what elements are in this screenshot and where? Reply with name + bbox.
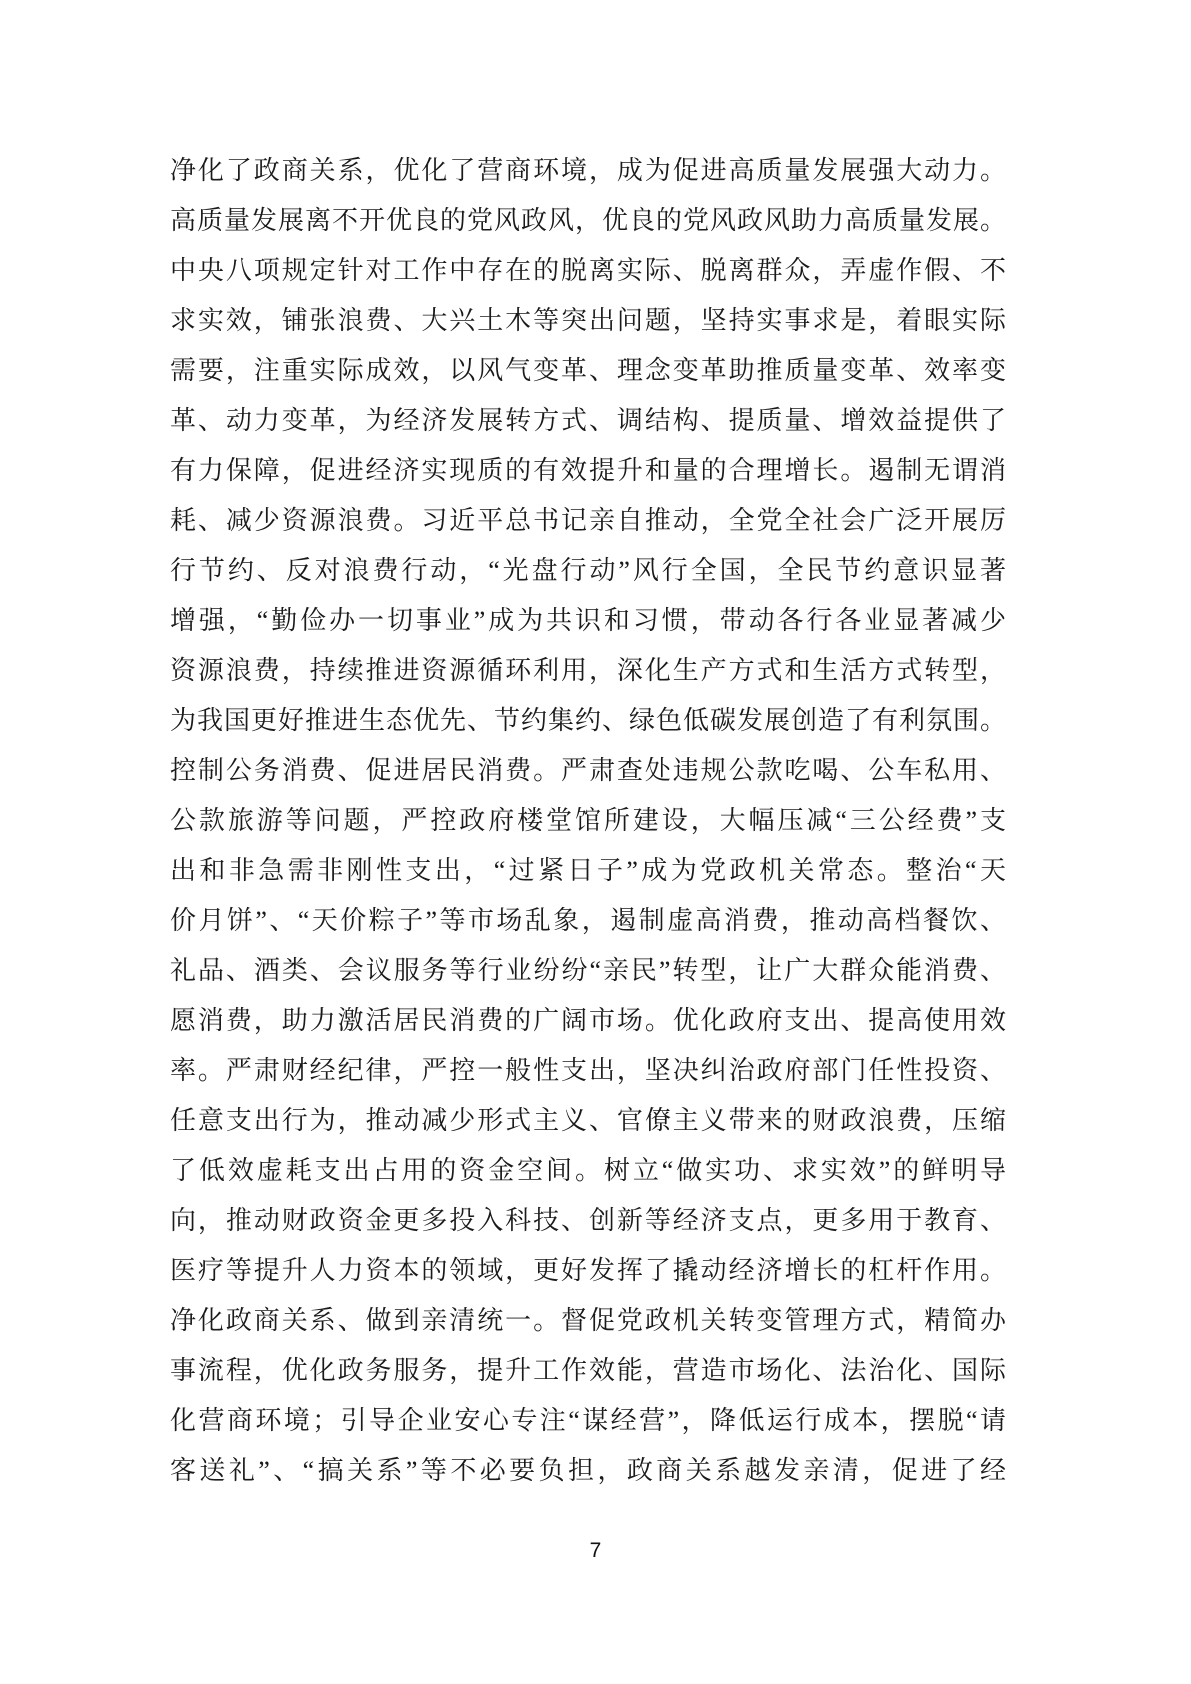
text-line: 公款旅游等问题，严控政府楼堂馆所建设，大幅压减“三公经费”支 <box>170 806 1006 835</box>
text-line: 率。严肃财经纪律，严控一般性支出，坚决纠治政府部门任性投资、 <box>170 1056 1006 1085</box>
text-line: 高质量发展离不开优良的党风政风，优良的党风政风助力高质量发展。 <box>170 206 1006 235</box>
body-text <box>170 146 1006 1496</box>
text-line: 客送礼”、“搞关系”等不必要负担，政商关系越发亲清，促进了经 <box>170 1456 1006 1485</box>
text-line: 革、动力变革，为经济发展转方式、调结构、提质量、增效益提供了 <box>170 406 1006 435</box>
text-line: 资源浪费，持续推进资源循环利用，深化生产方式和生活方式转型， <box>170 656 1006 685</box>
text-line: 需要，注重实际成效，以风气变革、理念变革助推质量变革、效率变 <box>170 356 1006 385</box>
text-line: 礼品、酒类、会议服务等行业纷纷“亲民”转型，让广大群众能消费、 <box>170 956 1006 985</box>
text-line: 增强，“勤俭办一切事业”成为共识和习惯，带动各行各业显著减少 <box>170 606 1006 635</box>
page-number: 7 <box>589 1539 602 1562</box>
text-line: 耗、减少资源浪费。习近平总书记亲自推动，全党全社会广泛开展厉 <box>170 506 1006 535</box>
text-line: 了低效虚耗支出占用的资金空间。树立“做实功、求实效”的鲜明导 <box>170 1156 1006 1185</box>
text-line: 愿消费，助力激活居民消费的广阔市场。优化政府支出、提高使用效 <box>170 1006 1006 1035</box>
text-line: 有力保障，促进经济实现质的有效提升和量的合理增长。遏制无谓消 <box>170 456 1006 485</box>
text-line: 价月饼”、“天价粽子”等市场乱象，遏制虚高消费，推动高档餐饮、 <box>170 906 1006 935</box>
text-line: 净化政商关系、做到亲清统一。督促党政机关转变管理方式，精简办 <box>170 1306 1006 1335</box>
text-line: 事流程，优化政务服务，提升工作效能，营造市场化、法治化、国际 <box>170 1356 1006 1385</box>
text-line: 行节约、反对浪费行动，“光盘行动”风行全国，全民节约意识显著 <box>170 556 1006 585</box>
text-line: 医疗等提升人力资本的领域，更好发挥了撬动经济增长的杠杆作用。 <box>170 1256 1006 1285</box>
text-line: 向，推动财政资金更多投入科技、创新等经济支点，更多用于教育、 <box>170 1206 1006 1235</box>
text-line: 化营商环境；引导企业安心专注“谋经营”，降低运行成本，摆脱“请 <box>170 1406 1006 1435</box>
text-line: 中央八项规定针对工作中存在的脱离实际、脱离群众，弄虚作假、不 <box>170 256 1006 285</box>
text-line: 任意支出行为，推动减少形式主义、官僚主义带来的财政浪费，压缩 <box>170 1106 1006 1135</box>
text-line: 出和非急需非刚性支出，“过紧日子”成为党政机关常态。整治“天 <box>170 856 1006 885</box>
text-line: 净化了政商关系，优化了营商环境，成为促进高质量发展强大动力。 <box>170 156 1006 185</box>
text-line: 为我国更好推进生态优先、节约集约、绿色低碳发展创造了有利氛围。 <box>170 706 1006 735</box>
text-line: 控制公务消费、促进居民消费。严肃查处违规公款吃喝、公车私用、 <box>170 756 1006 785</box>
text-line: 求实效，铺张浪费、大兴土木等突出问题，坚持实事求是，着眼实际 <box>170 306 1006 335</box>
